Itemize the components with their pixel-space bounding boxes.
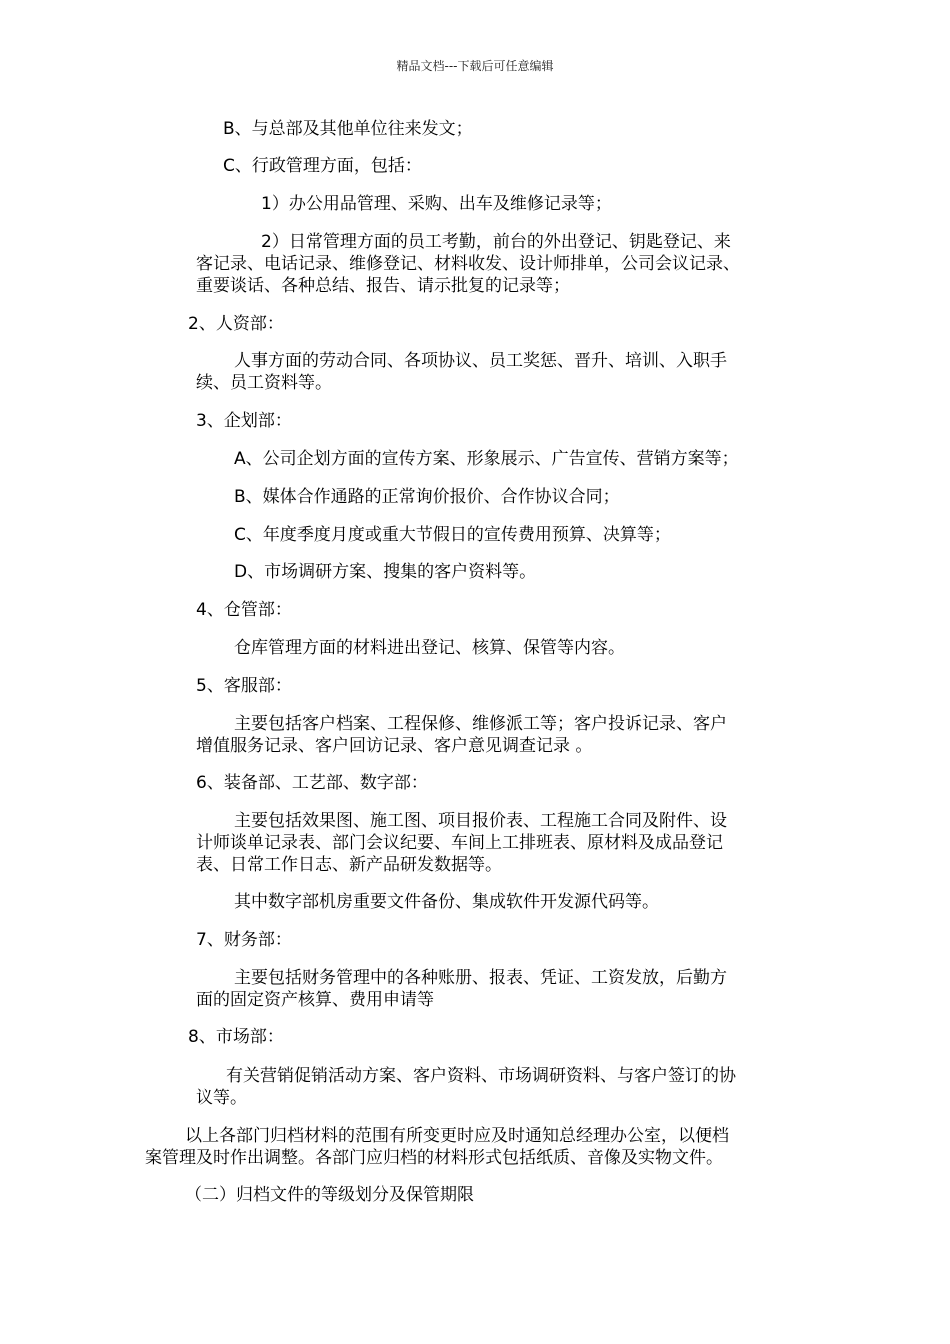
text-line: C、年度季度月度或重大节假日的宣传费用预算、决算等；: [234, 525, 671, 545]
section-heading: 3、企划部：: [196, 411, 292, 431]
text-line: B、媒体合作通路的正常询价报价、合作协议合同；: [234, 487, 620, 507]
text-line: 2）日常管理方面的员工考勤，前台的外出登记、钥匙登记、来: [261, 232, 731, 252]
text-line: 仓库管理方面的材料进出登记、核算、保管等内容。: [234, 638, 625, 658]
text-line: 有关营销促销活动方案、客户资料、市场调研资料、与客户签订的协: [226, 1066, 736, 1086]
text-line: 主要包括客户档案、工程保修、维修派工等；客户投诉记录、客户: [234, 714, 727, 734]
text-line: 增值服务记录、客户回访记录、客户意见调查记录 。: [196, 736, 593, 756]
text-line: 主要包括效果图、施工图、项目报价表、工程施工合同及附件、设: [234, 811, 727, 831]
text-line: 重要谈话、各种总结、报告、请示批复的记录等；: [196, 276, 570, 296]
text-line: 续、员工资料等。: [196, 373, 332, 393]
text-line: 案管理及时作出调整。各部门应归档的材料形式包括纸质、音像及实物文件。: [145, 1148, 723, 1168]
text-line: 人事方面的劳动合同、各项协议、员工奖惩、晋升、培训、入职手: [234, 351, 727, 371]
text-line: 以上各部门归档材料的范围有所变更时应及时通知总经理办公室，以便档: [185, 1126, 729, 1146]
text-line: B、与总部及其他单位往来发文；: [223, 119, 473, 139]
text-line: 主要包括财务管理中的各种账册、报表、凭证、工资发放，后勤方: [234, 968, 727, 988]
text-line: 面的固定资产核算、费用申请等: [196, 990, 434, 1010]
text-line: 表、日常工作日志、新产品研发数据等。: [196, 855, 502, 875]
text-line: D、市场调研方案、搜集的客户资料等。: [234, 562, 537, 582]
text-line: 1）办公用品管理、采购、出车及维修记录等；: [261, 194, 612, 214]
text-line: 计师谈单记录表、部门会议纪要、车间上工排班表、原材料及成品登记: [196, 833, 723, 853]
section-heading: 2、人资部：: [188, 314, 284, 334]
text-line: 客记录、电话记录、维修登记、材料收发、设计师排单，公司会议记录、: [196, 254, 740, 274]
section-heading: （二）归档文件的等级划分及保管期限: [185, 1185, 474, 1205]
section-heading: 5、客服部：: [196, 676, 292, 696]
text-line: C、行政管理方面，包括：: [223, 156, 422, 176]
section-heading: 8、市场部：: [188, 1027, 284, 1047]
text-line: A、公司企划方面的宣传方案、形象展示、广告宣传、营销方案等；: [234, 449, 739, 469]
section-heading: 4、仓管部：: [196, 600, 292, 620]
text-line: 其中数字部机房重要文件备份、集成软件开发源代码等。: [234, 892, 659, 912]
section-heading: 6、装备部、工艺部、数字部：: [196, 773, 428, 793]
page-header: 精品文档---下载后可任意编辑: [396, 59, 554, 73]
section-heading: 7、财务部：: [196, 930, 292, 950]
text-line: 议等。: [196, 1088, 247, 1108]
